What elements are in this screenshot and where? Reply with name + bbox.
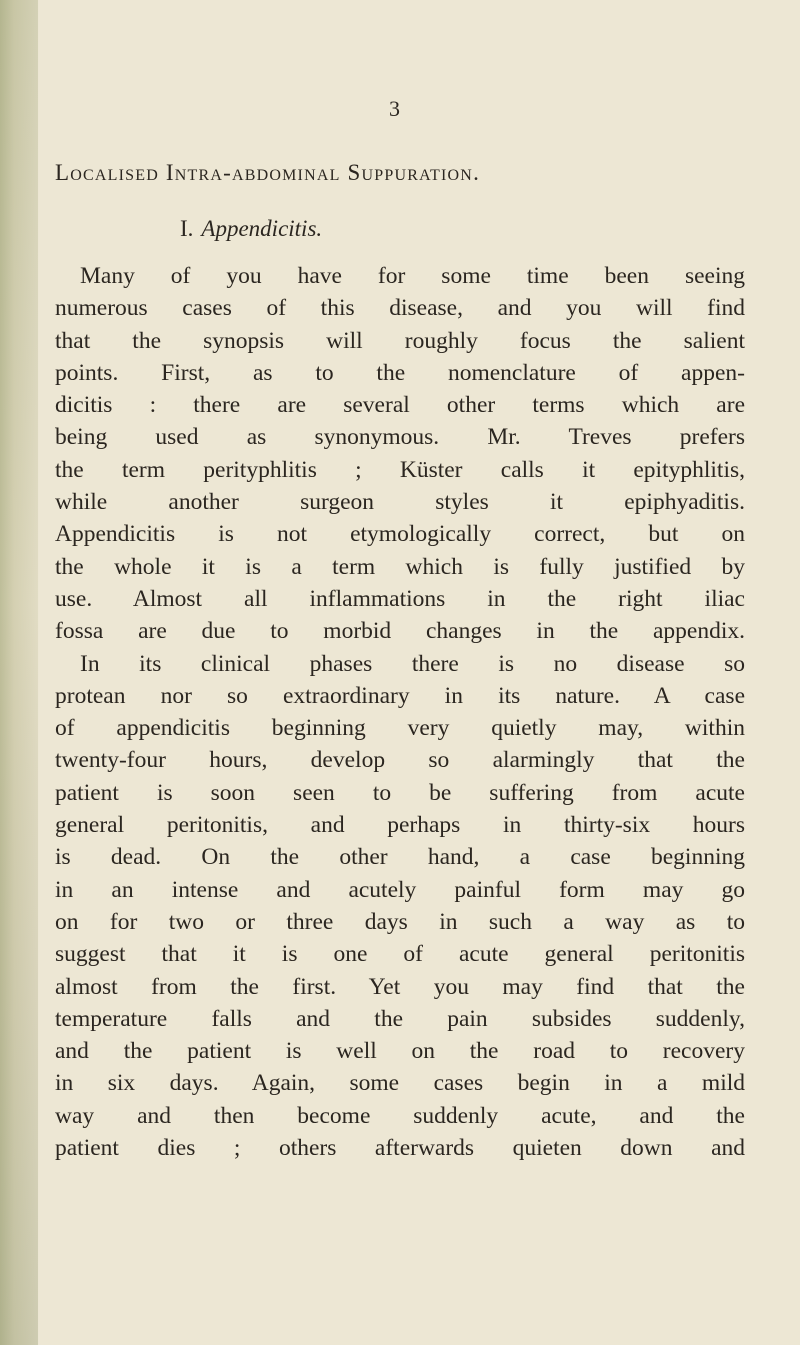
text-line: in an intense and acutely painful form may go <box>55 876 745 903</box>
text-line: that the synopsis will roughly focus the salient <box>55 327 745 354</box>
page-edge-stain <box>0 0 38 1345</box>
text-line: the whole it is a term which is fully justified by <box>55 553 745 580</box>
body-paragraph <box>55 260 745 1164</box>
text-line: way and then become suddenly acute, and the <box>55 1102 745 1129</box>
text-line: Many of you have for some time been seeing <box>80 263 745 289</box>
page-number: 3 <box>389 96 400 121</box>
text-line: Appendicitis is not etymologically correct, but on <box>55 521 745 548</box>
text-line: suggest that it is one of acute general peritonitis <box>55 941 745 968</box>
text-line: In its clinical phases there is no disease so <box>80 650 745 677</box>
text-line: points. First, as to the nomenclature of appen- <box>55 359 745 386</box>
text-line: of appendicitis beginning very quietly may, within <box>55 715 745 742</box>
text-line: is dead. On the other hand, a case beginning <box>55 844 745 871</box>
text-line: twenty-four hours, develop so alarmingly that the <box>55 747 745 774</box>
text-line: almost from the first. Yet you may find that the <box>55 973 745 1000</box>
text-line: protean nor so extraordinary in its nature. A case <box>55 682 745 709</box>
text-line: and the patient is well on the road to recovery <box>55 1038 745 1065</box>
section-name: Appendicitis. <box>201 216 323 241</box>
text-line: general peritonitis, and perhaps in thirty-six hours <box>55 812 745 839</box>
section-heading <box>180 216 322 242</box>
text-line: on for two or three days in such a way as to <box>55 908 745 935</box>
text-line: use. Almost all inflammations in the right iliac <box>55 585 745 612</box>
text-line: the term perityphlitis ; Küster calls it epityphlitis, <box>55 456 745 483</box>
text-line: patient dies ; others afterwards quieten down and <box>55 1135 745 1162</box>
text-line: fossa are due to morbid changes in the appendix. <box>55 618 745 645</box>
section-numeral: I. <box>180 216 194 241</box>
text-line: while another surgeon styles it epiphyaditis. <box>55 489 745 516</box>
text-line: temperature falls and the pain subsides suddenly, <box>55 1005 745 1032</box>
text-line: dicitis : there are several other terms which are <box>55 392 745 419</box>
text-line: patient is soon seen to be suffering from acute <box>55 779 745 806</box>
text-line: being used as synonymous. Mr. Treves prefers <box>55 424 745 451</box>
chapter-title: Localised Intra-abdominal Suppuration. <box>55 160 481 185</box>
text-line: in six days. Again, some cases begin in a mild <box>55 1070 745 1097</box>
text-line: numerous cases of this disease, and you will find <box>55 295 745 322</box>
